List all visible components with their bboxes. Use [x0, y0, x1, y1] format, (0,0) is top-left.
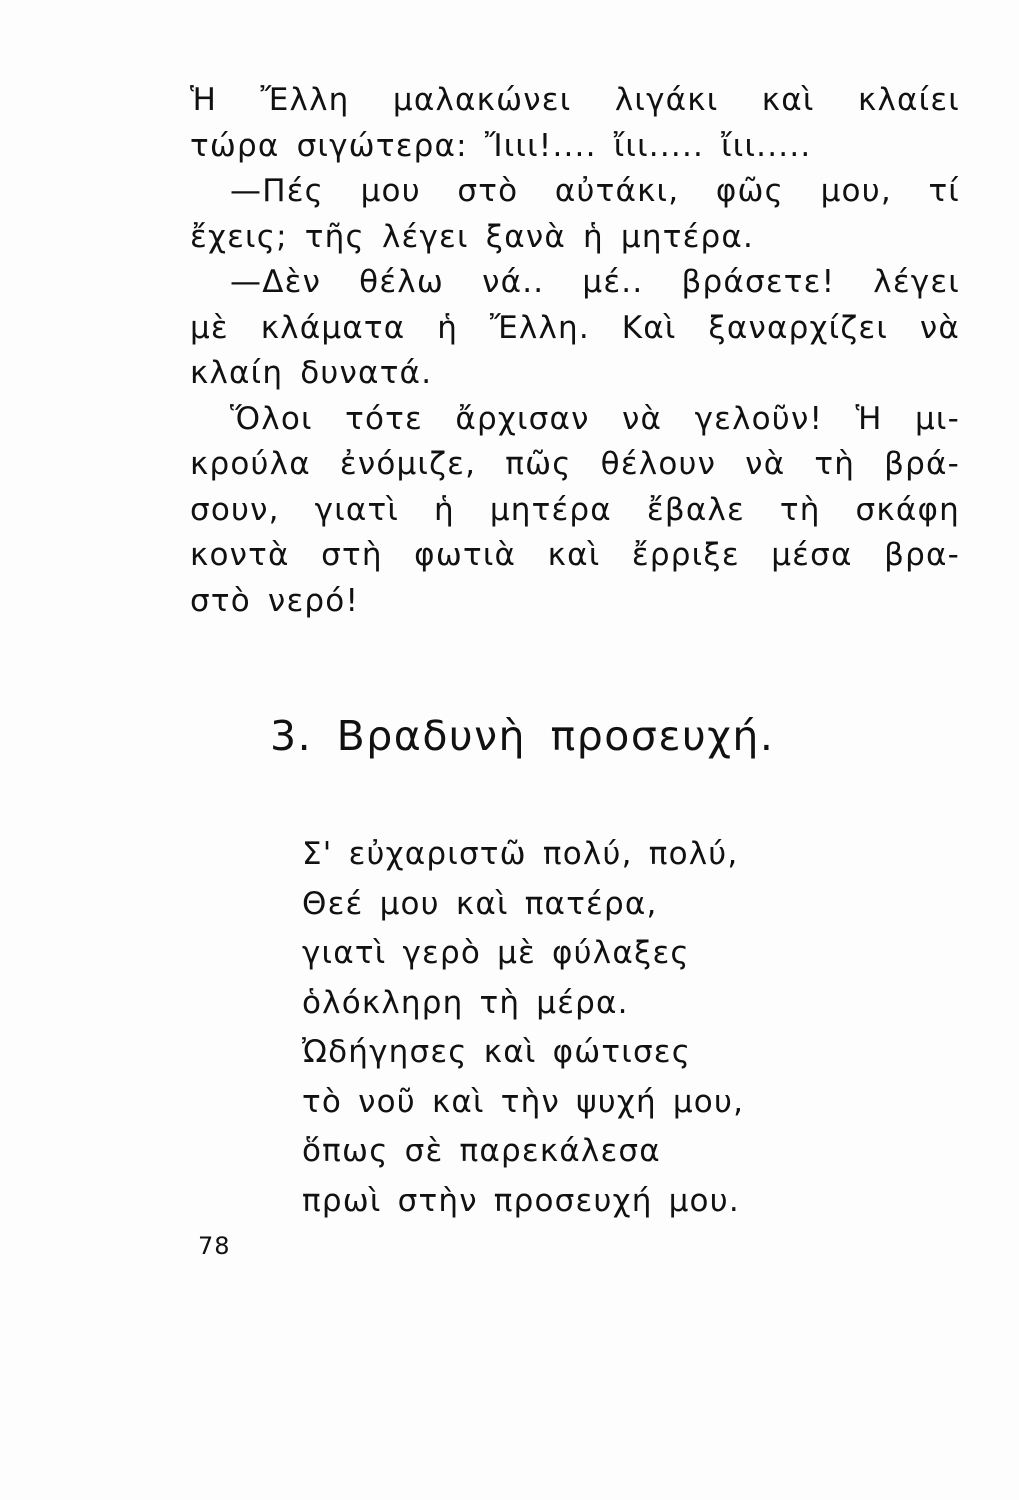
poem-line: Σ' εὐχαριστῶ πολύ, πολύ, — [302, 836, 739, 872]
text-line: τώρα σιγώτερα: Ἴιιι!.... ἴιι..... ἴιι..... — [190, 127, 812, 164]
poem-line: ὁλόκληρη τὴ μέρα. — [302, 984, 629, 1021]
text-line: —Δὲν θέλω νά.. μέ.. βράσετε! λέγει — [230, 264, 960, 300]
text-line: κλαίη δυνατά. — [190, 355, 433, 391]
text-line: ἔχεις; τῆς λέγει ξανὰ ἡ μητέρα. — [190, 218, 755, 255]
section-heading: 3. Βραδυνὴ προσευχή. — [270, 712, 775, 760]
poem-line: Θεέ μου καὶ πατέρα, — [302, 885, 658, 922]
poem-line: Ὠδήγησες καὶ φώτισες — [302, 1034, 692, 1070]
text-line: Ἡ Ἔλλη μαλακώνει λιγάκι καὶ κλαίει — [190, 82, 960, 118]
text-line: στὸ νερό! — [190, 582, 360, 619]
text-line: σουν, γιατὶ ἡ μητέρα ἔβαλε τὴ σκάφη — [190, 491, 960, 528]
text-line: κρούλα ἐνόμιζε, πῶς θέλουν νὰ τὴ βρά- — [190, 446, 960, 482]
prose-text — [190, 78, 960, 624]
text-line: μὲ κλάματα ἡ Ἔλλη. Καὶ ξαναρχίζει νὰ — [190, 309, 960, 346]
text-line: Ὅλοι τότε ἄρχισαν νὰ γελοῦν! Ἡ μι- — [230, 400, 960, 437]
poem-line: πρωὶ στὴν προσευχή μου. — [302, 1182, 740, 1219]
text-line: κοντὰ στὴ φωτιὰ καὶ ἔρριξε μέσα βρα- — [190, 537, 960, 573]
poem-line: τὸ νοῦ καὶ τὴν ψυχή μου, — [302, 1083, 745, 1120]
poem-line: γιατὶ γερὸ μὲ φύλαξες — [302, 935, 690, 971]
poem — [302, 830, 744, 1226]
text-line: —Πές μου στὸ αὐτάκι, φῶς μου, τί — [230, 173, 960, 209]
page-number: 78 — [198, 1232, 231, 1260]
poem-line: ὅπως σὲ παρεκάλεσα — [302, 1133, 661, 1169]
